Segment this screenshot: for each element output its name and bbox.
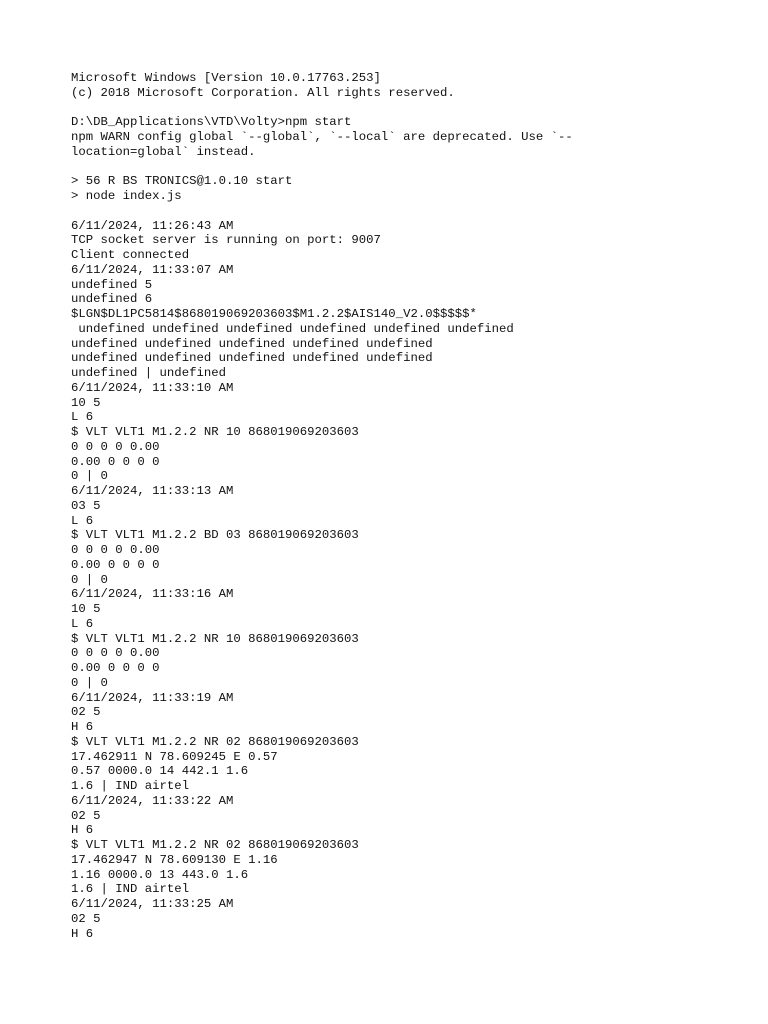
console-line: Microsoft Windows [Version 10.0.17763.253] (71, 71, 381, 85)
console-line: 02 5 (71, 705, 101, 720)
console-line: $LGN$DL1PC5814$868019069203603$M1.2.2$AIS140_V2.0$$$$$* (71, 307, 477, 321)
console-line: 02 5 (71, 808, 101, 823)
console-line: L 6 (71, 616, 94, 631)
console-line: npm WARN config global `--global`, `--local` are deprecated. Use `-- (71, 130, 573, 144)
console-line: 0.00 0 0 0 0 (71, 661, 160, 675)
console-line: 6/11/2024, 11:33:22 AM (71, 793, 234, 808)
console-line: 6/11/2024, 11:33:25 AM (71, 897, 234, 911)
console-line: undefined 6 (71, 292, 153, 307)
console-line: $ VLT VLT1 M1.2.2 BD 03 868019069203603 (71, 528, 359, 543)
console-line: 0 | 0 (71, 675, 108, 690)
console-line: 17.462911 N 78.609245 E 0.57 (71, 749, 278, 764)
console-line: location=global` instead. (71, 144, 256, 159)
console-line: 0.00 0 0 0 0 (71, 557, 160, 572)
console-line: 17.462947 N 78.609130 E 1.16 (71, 852, 278, 867)
console-line: D:\DB_Applications\VTD\Volty>npm start (71, 115, 352, 130)
console-line: 1.6 | IND airtel (71, 882, 190, 897)
console-line: H 6 (71, 720, 94, 734)
console-line: L 6 (71, 513, 94, 528)
console-line: 10 5 (71, 602, 101, 616)
console-line: $ VLT VLT1 M1.2.2 NR 10 868019069203603 (71, 425, 359, 439)
console-line: undefined undefined undefined undefined undefined undefined (71, 321, 514, 336)
console-line: undefined undefined undefined undefined undefined (71, 336, 433, 351)
console-line: 0 0 0 0 0.00 (71, 543, 160, 557)
console-line: undefined | undefined (71, 366, 226, 380)
console-line: 10 5 (71, 395, 101, 410)
console-line: 0.57 0000.0 14 442.1 1.6 (71, 764, 249, 779)
console-line: H 6 (71, 926, 94, 941)
console-line: L 6 (71, 410, 94, 425)
console-line (71, 101, 731, 116)
console-line: 0 0 0 0 0.00 (71, 439, 160, 454)
console-line: 6/11/2024, 11:33:16 AM (71, 587, 234, 602)
console-output (71, 71, 731, 941)
console-line: > 56 R BS TRONICS@1.0.10 start (71, 174, 293, 189)
console-line (71, 204, 731, 219)
console-line: > node index.js (71, 189, 182, 203)
console-line: 02 5 (71, 911, 101, 926)
console-line: 6/11/2024, 11:33:13 AM (71, 484, 234, 498)
console-line: 6/11/2024, 11:33:10 AM (71, 380, 234, 395)
console-line: (c) 2018 Microsoft Corporation. All rights reserved. (71, 85, 455, 100)
console-line: 0 | 0 (71, 572, 108, 587)
console-line: 03 5 (71, 498, 101, 513)
console-line: 1.6 | IND airtel (71, 779, 190, 793)
console-line: undefined undefined undefined undefined undefined (71, 351, 433, 366)
console-line (71, 160, 731, 175)
console-line: 6/11/2024, 11:26:43 AM (71, 218, 234, 233)
console-line: 0 | 0 (71, 469, 108, 484)
console-line: 6/11/2024, 11:33:07 AM (71, 262, 234, 277)
console-line: $ VLT VLT1 M1.2.2 NR 02 868019069203603 (71, 734, 359, 749)
console-line: $ VLT VLT1 M1.2.2 NR 02 868019069203603 (71, 838, 359, 852)
console-line: 6/11/2024, 11:33:19 AM (71, 690, 234, 705)
console-line: H 6 (71, 823, 94, 838)
console-line: undefined 5 (71, 277, 153, 292)
console-line: $ VLT VLT1 M1.2.2 NR 10 868019069203603 (71, 631, 359, 646)
console-line: 0 0 0 0 0.00 (71, 646, 160, 661)
console-line: 0.00 0 0 0 0 (71, 454, 160, 469)
console-line: Client connected (71, 248, 190, 262)
console-line: TCP socket server is running on port: 9007 (71, 233, 381, 248)
console-line: 1.16 0000.0 13 443.0 1.6 (71, 867, 249, 882)
